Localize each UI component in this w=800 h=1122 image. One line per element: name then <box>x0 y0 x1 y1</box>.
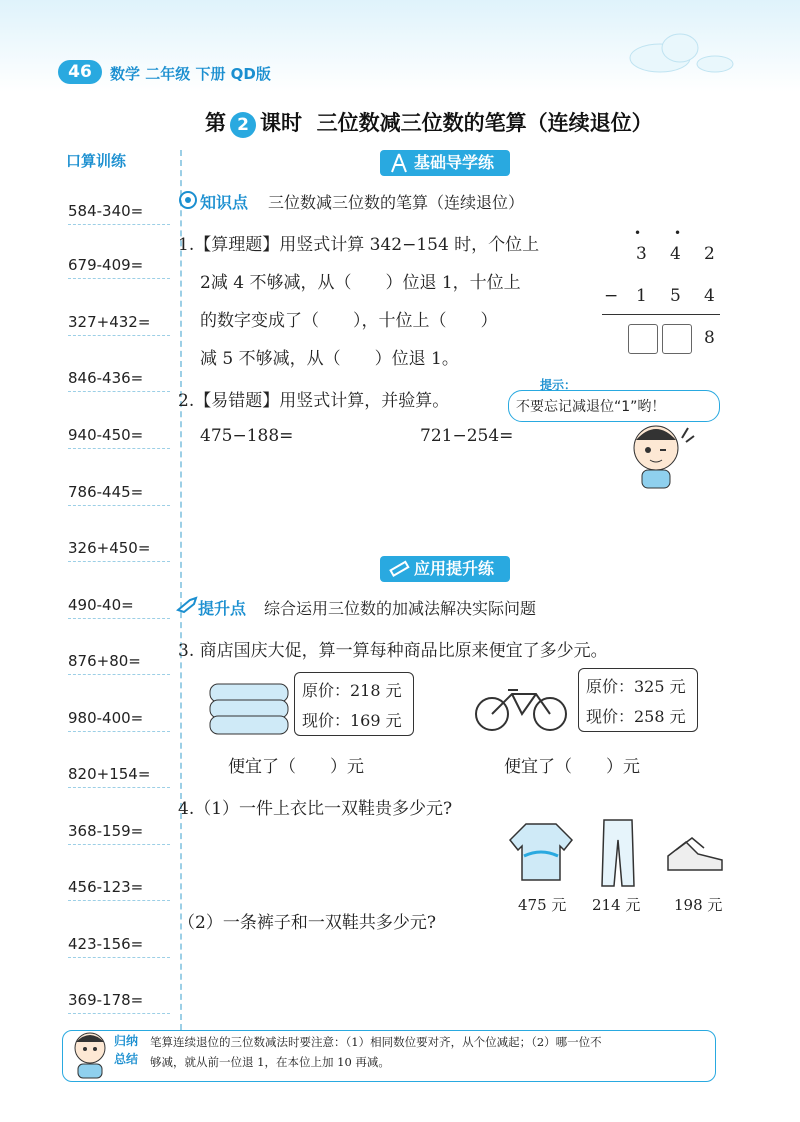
rocket-icon <box>176 596 198 614</box>
answer-box[interactable] <box>662 324 692 354</box>
towel-icon <box>206 680 292 736</box>
sidebar-exercise: 423-156= <box>68 931 170 958</box>
q1-line2: 2减 4 不够减，从（ ）位退 1，十位上 <box>200 273 521 293</box>
pants-icon <box>598 818 638 888</box>
cloud-decoration-icon <box>620 20 740 80</box>
section2-banner-text: 应用提升练 <box>414 559 495 578</box>
q2-expr2: 721−254= <box>420 426 514 446</box>
q4-line1: 4.（1）一件上衣比一双鞋贵多少元? <box>178 799 453 819</box>
sidebar-exercise: 820+154= <box>68 761 170 788</box>
book-title: 数学 二年级 下册 QD版 <box>110 65 271 83</box>
tip-label: 提示： <box>540 378 577 392</box>
q1-line3: 的数字变成了（ ），十位上（ ） <box>200 311 498 331</box>
section1-banner-text: 基础导学练 <box>414 153 495 172</box>
sidebar-title: 口算训练 <box>66 152 127 170</box>
sidebar-exercise: 584-340= <box>68 198 170 225</box>
q2-expr1: 475−188= <box>200 426 294 446</box>
lesson-suffix: 课时 <box>260 111 302 135</box>
target-icon <box>178 190 198 210</box>
sidebar-exercise: 980-400= <box>68 705 170 732</box>
vertical-bottom-digit: 5 <box>670 286 681 306</box>
lesson-prefix: 第 <box>205 111 226 135</box>
compass-icon <box>388 152 410 174</box>
q2-line: 2.【易错题】用竖式计算，并验算。 <box>178 391 450 411</box>
knowledge-point-text: 三位数减三位数的笔算（连续退位） <box>268 193 525 212</box>
bicycle-answer: 便宜了（ ）元 <box>504 757 640 777</box>
page-number: 46 <box>58 60 102 84</box>
sweater-icon <box>506 820 576 884</box>
borrow-dot-tens: • <box>674 226 682 240</box>
vertical-line <box>602 314 720 315</box>
vertical-minus-sign: − <box>604 286 619 306</box>
improve-point-label: 提升点 <box>198 599 247 618</box>
cartoon-boy-icon <box>620 418 700 490</box>
bicycle-icon <box>472 684 572 734</box>
towel-original-price: 原价：218 元 <box>302 681 402 700</box>
towel-answer: 便宜了（ ）元 <box>228 757 364 777</box>
sweater-price: 475 元 <box>518 896 567 914</box>
bicycle-original-price: 原价：325 元 <box>586 677 686 696</box>
vertical-top-digit: 3 <box>636 244 647 264</box>
sidebar-exercise: 456-123= <box>68 874 170 901</box>
summary-label-1: 归纳 <box>114 1034 139 1048</box>
sidebar-exercise: 876+80= <box>68 648 170 675</box>
vertical-top-digit: 4 <box>670 244 681 264</box>
vertical-top-digit: 2 <box>704 244 715 264</box>
summary-label-2: 总结 <box>114 1052 139 1066</box>
q4-line2: （2）一条裤子和一双鞋共多少元? <box>178 913 436 933</box>
borrow-dot-hundreds: • <box>634 226 642 240</box>
sidebar-exercise: 679-409= <box>68 252 170 279</box>
vertical-bottom-digit: 4 <box>704 286 715 306</box>
answer-box[interactable] <box>628 324 658 354</box>
tip-text: 不要忘记减退位“1”哟！ <box>516 399 666 415</box>
bicycle-current-price: 现价：258 元 <box>586 707 686 726</box>
knowledge-point-label: 知识点 <box>200 193 249 212</box>
improve-point-text: 综合运用三位数的加减法解决实际问题 <box>264 599 537 618</box>
column-divider <box>180 150 182 1030</box>
sidebar-exercise: 490-40= <box>68 592 170 619</box>
towel-current-price: 现价：169 元 <box>302 711 402 730</box>
q1-line4: 减 5 不够减，从（ ）位退 1。 <box>200 349 459 369</box>
vertical-bottom-digit: 1 <box>636 286 647 306</box>
summary-line1: 笔算连续退位的三位数减法时要注意：（1）相同数位要对齐，从个位减起；（2）哪一位不 <box>150 1035 602 1049</box>
pants-price: 214 元 <box>592 896 641 914</box>
q1-line1: 1.【算理题】用竖式计算 342−154 时，个位上 <box>178 235 540 255</box>
summary-line2: 够减，就从前一位退 1，在本位上加 10 再减。 <box>150 1055 390 1069</box>
cartoon-boy-small-icon <box>68 1028 112 1080</box>
lesson-name: 三位数减三位数的笔算（连续退位） <box>316 111 653 135</box>
sidebar-exercise: 368-159= <box>68 818 170 845</box>
sidebar-exercise: 846-436= <box>68 365 170 392</box>
shoes-icon <box>664 830 726 878</box>
sidebar-exercise: 327+432= <box>68 309 170 336</box>
sidebar-exercise: 326+450= <box>68 535 170 562</box>
lesson-title <box>205 107 653 138</box>
lesson-number: 2 <box>230 112 256 138</box>
sidebar-exercise: 369-178= <box>68 987 170 1014</box>
sidebar-exercise: 786-445= <box>68 479 170 506</box>
ruler-icon <box>388 558 410 580</box>
sidebar-exercise: 940-450= <box>68 422 170 449</box>
vertical-result-digit: 8 <box>704 328 715 348</box>
shoes-price: 198 元 <box>674 896 723 914</box>
q3-line: 3. 商店国庆大促，算一算每种商品比原来便宜了多少元。 <box>178 641 608 661</box>
